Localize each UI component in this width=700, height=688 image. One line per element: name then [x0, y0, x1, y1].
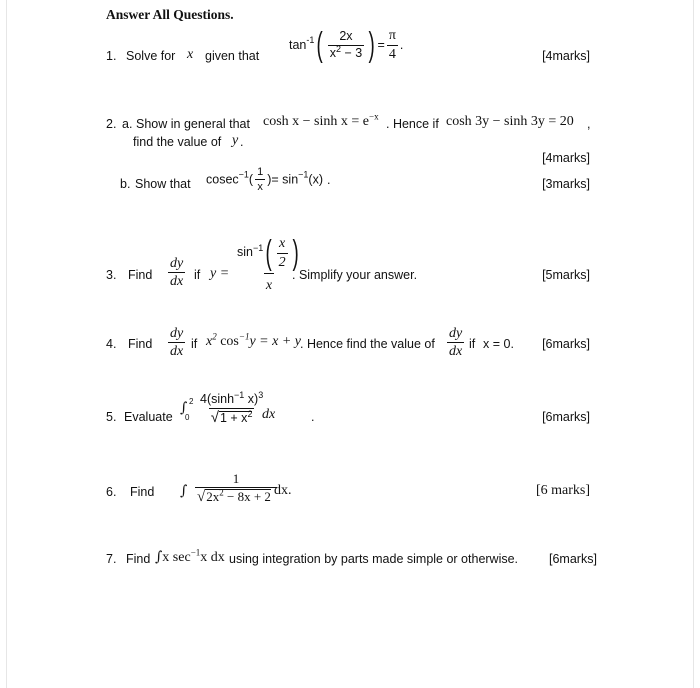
marks: [4marks] [542, 49, 590, 63]
variable: x [187, 47, 194, 62]
expression-2: cosh 3y − sinh 3y = 20 [446, 114, 574, 129]
superscript: -1 [306, 35, 315, 46]
question-text: Find [128, 268, 153, 282]
fraction-numerator: 2x [339, 28, 353, 43]
question-text-2: given that [205, 49, 260, 63]
lower-limit: 0 [185, 413, 190, 422]
rhs-denominator: 4 [388, 46, 396, 62]
question-text: Show in general that [136, 117, 250, 131]
expression: $\tan^{-1}$( $\frac{2x}{x^2 - 3}$ ) = $\frac{\pi}{4}$ . [289, 26, 404, 64]
differential: dx [262, 407, 276, 422]
lhs: y = [210, 266, 230, 281]
part-label: b. [120, 177, 131, 191]
fraction-denominator: $x^2 - 3$ [329, 43, 363, 60]
condition: x = 0. [483, 337, 514, 351]
fraction-denominator: x [257, 181, 263, 194]
integrand: $\frac{1}{√2x^2 - 8x + 2}$ [193, 472, 279, 506]
question-number: 4. [106, 337, 117, 351]
derivative: $\frac{dy}{dx}$ [170, 326, 184, 360]
derivative: $\frac{dy}{dx}$ [170, 256, 184, 290]
question-text-2: . Simplify your answer. [292, 268, 418, 282]
question-number: 5. [106, 410, 117, 424]
question-number: 1. [106, 49, 117, 63]
page-heading: Answer All Questions. [106, 7, 234, 22]
equation: $x^2$ $\cos^{-1}y = x + y$ [206, 331, 302, 349]
expression: cosec$^{-1}$( $\frac{1}{x}$ )= $\sin^{-1}(x)$ . [206, 166, 331, 194]
marks: [6marks] [542, 410, 590, 424]
integral-sign: ∫ [180, 483, 188, 499]
question-text-2: using integration by parts made simple or otherwise. [229, 552, 519, 566]
part-label: a. [122, 117, 133, 131]
left-paren: ( [316, 26, 324, 64]
expression: ∫x $\sec^{-1}x$ dx [155, 547, 225, 565]
marks: [6marks] [542, 337, 590, 351]
question-text: Find [126, 552, 151, 566]
question-text: Evaluate [124, 410, 173, 424]
integral-sign: ∫ [180, 400, 188, 416]
question-text: Solve for [126, 49, 176, 63]
marks: [4marks] [542, 151, 590, 165]
question-text-2: . Hence find the value of [300, 337, 435, 351]
function: tan [289, 38, 307, 52]
question-text: Find [130, 485, 155, 499]
variable: y [232, 133, 239, 148]
question-number: 7. [106, 552, 117, 566]
upper-limit: 2 [189, 397, 194, 406]
marks: [5marks] [542, 268, 590, 282]
marks: [6 marks] [535, 483, 590, 498]
question-text: Find [128, 337, 153, 351]
fraction-numerator: 1 [257, 166, 264, 178]
rhs-numerator: π [388, 28, 396, 44]
equals: = [377, 38, 385, 52]
question-number: 3. [106, 268, 117, 282]
question-number: 6. [106, 485, 117, 499]
marks: [6marks] [549, 552, 597, 566]
question-line-2: find the value of [133, 135, 222, 149]
derivative-2: $\frac{dy}{dx}$ [449, 326, 463, 360]
question-text-2: . Hence if [386, 117, 439, 131]
expression-fraction: $\sin^{-1}$( $\frac{x}{2}$ ) x [237, 234, 299, 293]
integrand: $\frac{4(\sinh^{-1} x)^3}{√1 + x^2}$ [200, 389, 264, 426]
expression: $\cosh x - \sinh x = e^{-x}$ [263, 111, 379, 129]
marks: [3marks] [542, 177, 590, 191]
question-text: Show that [135, 177, 191, 191]
question-number: 2. [106, 117, 117, 131]
differential: dx. [274, 483, 292, 498]
right-paren: ) [368, 26, 375, 64]
